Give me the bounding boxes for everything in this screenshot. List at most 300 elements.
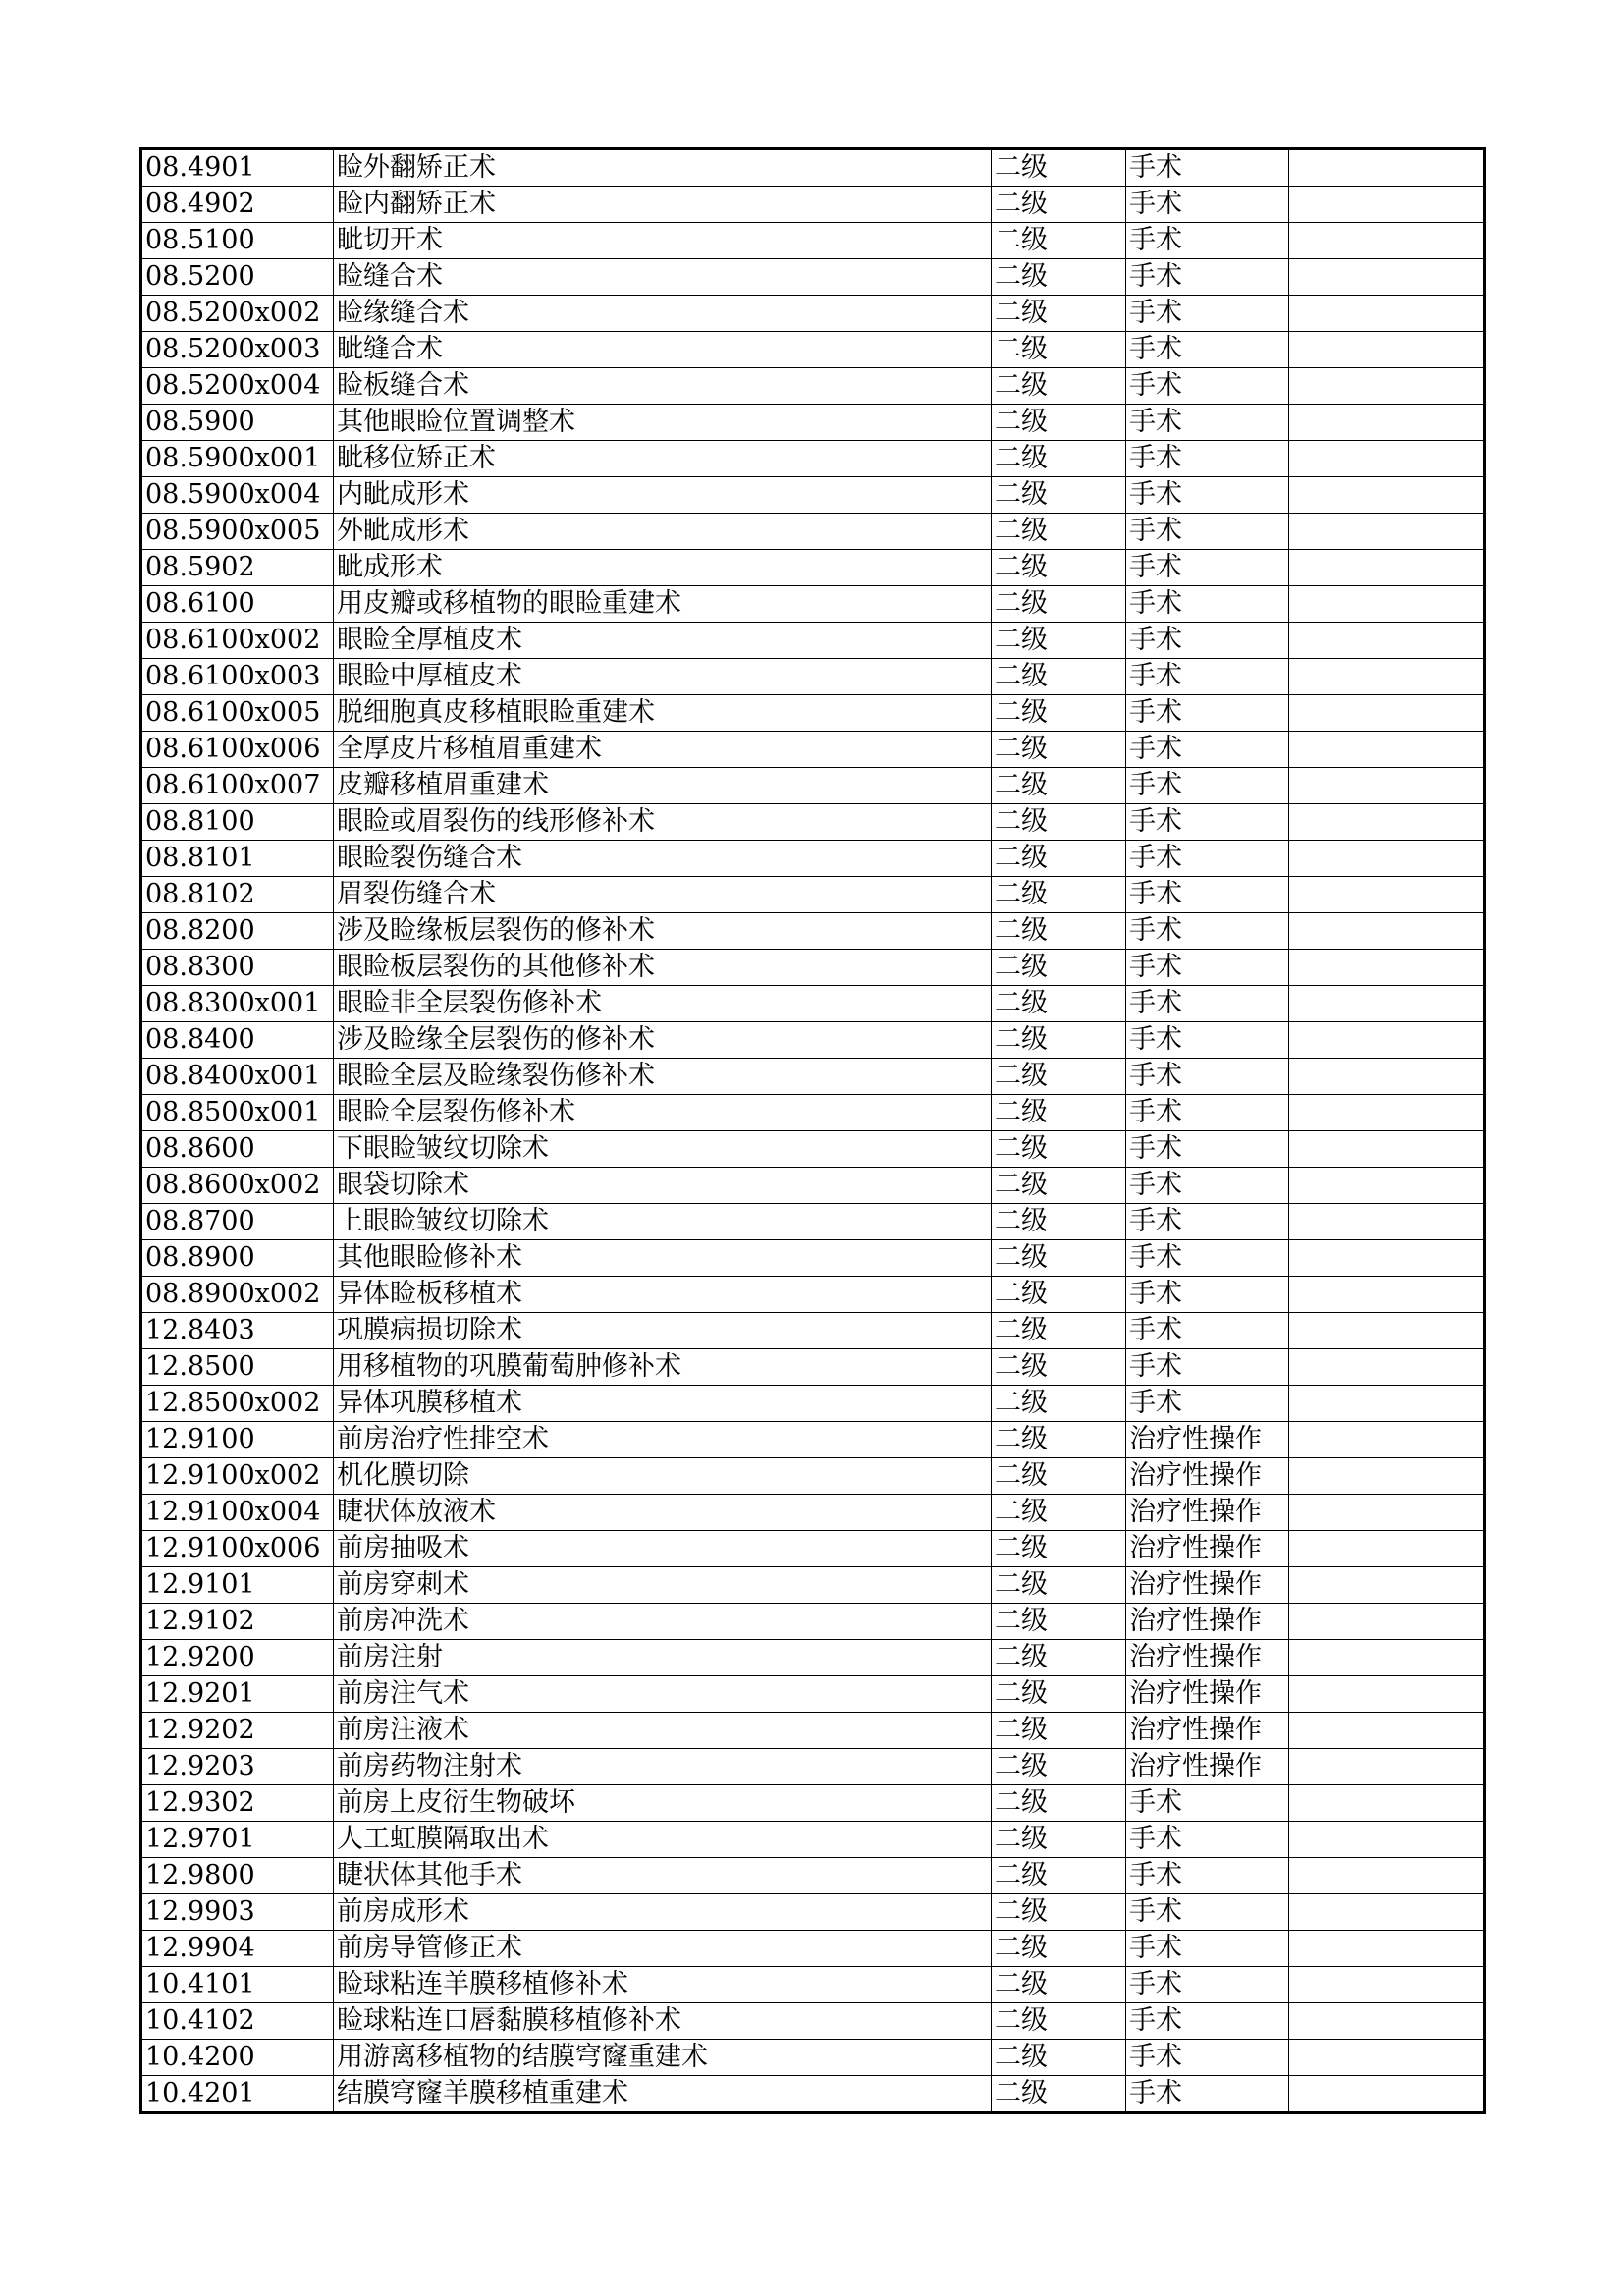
remark-cell: [1289, 1349, 1485, 1386]
table-row: [141, 187, 1485, 223]
category-cell: 手术: [1126, 2076, 1289, 2113]
category-cell: 手术: [1126, 259, 1289, 296]
table-row: [141, 1386, 1485, 1422]
grade-cell: 二级: [992, 768, 1126, 804]
procedure-name-cell: 涉及睑缘板层裂伤的修补术: [334, 913, 992, 950]
table-row: [141, 405, 1485, 441]
table-row: [141, 659, 1485, 695]
procedure-code-cell: 12.9903: [141, 1894, 334, 1931]
procedure-code-cell: 08.8300x001: [141, 986, 334, 1022]
category-cell: 手术: [1126, 1822, 1289, 1858]
remark-cell: [1289, 1240, 1485, 1277]
table-row: [141, 149, 1485, 187]
remark-cell: [1289, 1749, 1485, 1785]
procedure-name-cell: 机化膜切除: [334, 1458, 992, 1495]
grade-cell: 二级: [992, 586, 1126, 623]
procedure-code-cell: 12.9100: [141, 1422, 334, 1458]
procedure-name-cell: 皮瓣移植眉重建术: [334, 768, 992, 804]
remark-cell: [1289, 1531, 1485, 1567]
grade-cell: 二级: [992, 1204, 1126, 1240]
remark-cell: [1289, 623, 1485, 659]
table-row: [141, 732, 1485, 768]
grade-cell: 二级: [992, 514, 1126, 550]
procedure-name-cell: 眼睑非全层裂伤修补术: [334, 986, 992, 1022]
grade-cell: 二级: [992, 986, 1126, 1022]
procedure-name-cell: 睑缝合术: [334, 259, 992, 296]
procedure-name-cell: 眦缝合术: [334, 332, 992, 368]
remark-cell: [1289, 1059, 1485, 1095]
remark-cell: [1289, 804, 1485, 841]
remark-cell: [1289, 695, 1485, 732]
table-row: [141, 1567, 1485, 1604]
category-cell: 手术: [1126, 586, 1289, 623]
procedure-code-cell: 08.6100x006: [141, 732, 334, 768]
procedure-name-cell: 睑球粘连口唇黏膜移植修补术: [334, 2003, 992, 2040]
category-cell: 手术: [1126, 841, 1289, 877]
table-row: [141, 1095, 1485, 1131]
grade-cell: 二级: [992, 1894, 1126, 1931]
remark-cell: [1289, 1894, 1485, 1931]
table-row: [141, 550, 1485, 586]
grade-cell: 二级: [992, 405, 1126, 441]
remark-cell: [1289, 1640, 1485, 1676]
table-row: [141, 1749, 1485, 1785]
grade-cell: 二级: [992, 1785, 1126, 1822]
table-row: [141, 1458, 1485, 1495]
procedure-code-cell: 12.9302: [141, 1785, 334, 1822]
category-cell: 手术: [1126, 1785, 1289, 1822]
table-row: [141, 223, 1485, 259]
remark-cell: [1289, 187, 1485, 223]
category-cell: 手术: [1126, 1858, 1289, 1894]
category-cell: 手术: [1126, 405, 1289, 441]
grade-cell: 二级: [992, 1277, 1126, 1313]
grade-cell: 二级: [992, 1640, 1126, 1676]
procedure-name-cell: 脱细胞真皮移植眼睑重建术: [334, 695, 992, 732]
remark-cell: [1289, 2003, 1485, 2040]
category-cell: 手术: [1126, 477, 1289, 514]
remark-cell: [1289, 1168, 1485, 1204]
category-cell: 手术: [1126, 623, 1289, 659]
procedure-name-cell: 眼睑全层及睑缘裂伤修补术: [334, 1059, 992, 1095]
table-row: [141, 913, 1485, 950]
remark-cell: [1289, 441, 1485, 477]
procedure-code-cell: 08.8102: [141, 877, 334, 913]
category-cell: 手术: [1126, 1240, 1289, 1277]
procedure-code-cell: 12.9701: [141, 1822, 334, 1858]
procedure-name-cell: 前房注射: [334, 1640, 992, 1676]
grade-cell: 二级: [992, 1822, 1126, 1858]
grade-cell: 二级: [992, 368, 1126, 405]
remark-cell: [1289, 877, 1485, 913]
table-row: [141, 1349, 1485, 1386]
remark-cell: [1289, 1676, 1485, 1713]
table-row: [141, 1676, 1485, 1713]
table-row: [141, 586, 1485, 623]
grade-cell: 二级: [992, 441, 1126, 477]
grade-cell: 二级: [992, 913, 1126, 950]
procedure-name-cell: 其他眼睑位置调整术: [334, 405, 992, 441]
grade-cell: 二级: [992, 732, 1126, 768]
remark-cell: [1289, 1204, 1485, 1240]
category-cell: 手术: [1126, 2003, 1289, 2040]
procedure-code-cell: 08.5900: [141, 405, 334, 441]
procedure-name-cell: 睑板缝合术: [334, 368, 992, 405]
table-row: [141, 1022, 1485, 1059]
remark-cell: [1289, 1967, 1485, 2003]
procedure-code-cell: 12.9100x004: [141, 1495, 334, 1531]
table-row: [141, 2040, 1485, 2076]
procedure-name-cell: 眼睑全厚植皮术: [334, 623, 992, 659]
procedure-code-cell: 12.9100x002: [141, 1458, 334, 1495]
table-row: [141, 259, 1485, 296]
table-row: [141, 1240, 1485, 1277]
grade-cell: 二级: [992, 1713, 1126, 1749]
category-cell: 治疗性操作: [1126, 1458, 1289, 1495]
remark-cell: [1289, 1785, 1485, 1822]
grade-cell: 二级: [992, 1676, 1126, 1713]
grade-cell: 二级: [992, 1531, 1126, 1567]
category-cell: 手术: [1126, 1349, 1289, 1386]
grade-cell: 二级: [992, 477, 1126, 514]
remark-cell: [1289, 550, 1485, 586]
procedure-name-cell: 前房上皮衍生物破坏: [334, 1785, 992, 1822]
grade-cell: 二级: [992, 2076, 1126, 2113]
category-cell: 手术: [1126, 187, 1289, 223]
table-row: [141, 1277, 1485, 1313]
procedure-code-cell: 08.5200x003: [141, 332, 334, 368]
table-row: [141, 1604, 1485, 1640]
procedure-name-cell: 睑球粘连羊膜移植修补术: [334, 1967, 992, 2003]
procedure-code-cell: 08.4902: [141, 187, 334, 223]
procedure-code-cell: 08.5900x005: [141, 514, 334, 550]
procedure-name-cell: 内眦成形术: [334, 477, 992, 514]
remark-cell: [1289, 659, 1485, 695]
procedure-code-cell: 08.6100: [141, 586, 334, 623]
table-row: [141, 1967, 1485, 2003]
category-cell: 手术: [1126, 913, 1289, 950]
grade-cell: 二级: [992, 1131, 1126, 1168]
procedure-name-cell: 睑外翻矫正术: [334, 149, 992, 187]
remark-cell: [1289, 368, 1485, 405]
grade-cell: 二级: [992, 1059, 1126, 1095]
category-cell: 手术: [1126, 368, 1289, 405]
table-row: [141, 332, 1485, 368]
remark-cell: [1289, 841, 1485, 877]
procedure-name-cell: 睫状体放液术: [334, 1495, 992, 1531]
procedure-code-cell: 08.8900x002: [141, 1277, 334, 1313]
procedure-code-cell: 08.8600x002: [141, 1168, 334, 1204]
grade-cell: 二级: [992, 841, 1126, 877]
remark-cell: [1289, 259, 1485, 296]
procedure-name-cell: 前房导管修正术: [334, 1931, 992, 1967]
procedure-name-cell: 眼睑板层裂伤的其他修补术: [334, 950, 992, 986]
table-row: [141, 986, 1485, 1022]
category-cell: 手术: [1126, 1131, 1289, 1168]
procedure-name-cell: 用游离移植物的结膜穹窿重建术: [334, 2040, 992, 2076]
category-cell: 治疗性操作: [1126, 1749, 1289, 1785]
category-cell: 手术: [1126, 1386, 1289, 1422]
procedure-code-cell: 10.4102: [141, 2003, 334, 2040]
grade-cell: 二级: [992, 1458, 1126, 1495]
category-cell: 治疗性操作: [1126, 1604, 1289, 1640]
remark-cell: [1289, 1567, 1485, 1604]
grade-cell: 二级: [992, 1386, 1126, 1422]
grade-cell: 二级: [992, 1931, 1126, 1967]
table-row: [141, 1785, 1485, 1822]
procedure-name-cell: 眦移位矫正术: [334, 441, 992, 477]
procedure-code-cell: 08.6100x002: [141, 623, 334, 659]
remark-cell: [1289, 1713, 1485, 1749]
procedure-code-cell: 12.9201: [141, 1676, 334, 1713]
category-cell: 手术: [1126, 659, 1289, 695]
grade-cell: 二级: [992, 659, 1126, 695]
procedure-code-cell: 12.9200: [141, 1640, 334, 1676]
procedure-code-cell: 08.8200: [141, 913, 334, 950]
grade-cell: 二级: [992, 259, 1126, 296]
procedure-name-cell: 前房治疗性排空术: [334, 1422, 992, 1458]
table-row: [141, 1422, 1485, 1458]
procedure-name-cell: 前房药物注射术: [334, 1749, 992, 1785]
category-cell: 手术: [1126, 1059, 1289, 1095]
category-cell: 手术: [1126, 1204, 1289, 1240]
procedure-name-cell: 眼睑或眉裂伤的线形修补术: [334, 804, 992, 841]
grade-cell: 二级: [992, 695, 1126, 732]
category-cell: 手术: [1126, 550, 1289, 586]
procedure-code-cell: 08.8300: [141, 950, 334, 986]
table-row: [141, 1204, 1485, 1240]
procedure-table: [139, 147, 1486, 2114]
procedure-name-cell: 眦切开术: [334, 223, 992, 259]
procedure-name-cell: 前房注液术: [334, 1713, 992, 1749]
remark-cell: [1289, 913, 1485, 950]
procedure-name-cell: 眼袋切除术: [334, 1168, 992, 1204]
procedure-name-cell: 眼睑裂伤缝合术: [334, 841, 992, 877]
remark-cell: [1289, 1022, 1485, 1059]
procedure-code-cell: 08.8700: [141, 1204, 334, 1240]
table-row: [141, 1931, 1485, 1967]
procedure-name-cell: 睑缘缝合术: [334, 296, 992, 332]
grade-cell: 二级: [992, 296, 1126, 332]
table-row: [141, 514, 1485, 550]
procedure-name-cell: 结膜穹窿羊膜移植重建术: [334, 2076, 992, 2113]
category-cell: 手术: [1126, 1168, 1289, 1204]
grade-cell: 二级: [992, 1495, 1126, 1531]
table-row: [141, 1495, 1485, 1531]
remark-cell: [1289, 986, 1485, 1022]
grade-cell: 二级: [992, 1422, 1126, 1458]
procedure-code-cell: 12.9202: [141, 1713, 334, 1749]
category-cell: 手术: [1126, 514, 1289, 550]
procedure-code-cell: 08.6100x007: [141, 768, 334, 804]
table-row: [141, 1640, 1485, 1676]
category-cell: 手术: [1126, 986, 1289, 1022]
procedure-code-cell: 08.5100: [141, 223, 334, 259]
remark-cell: [1289, 732, 1485, 768]
grade-cell: 二级: [992, 2003, 1126, 2040]
procedure-code-cell: 12.9800: [141, 1858, 334, 1894]
category-cell: 治疗性操作: [1126, 1422, 1289, 1458]
remark-cell: [1289, 223, 1485, 259]
procedure-code-cell: 08.8101: [141, 841, 334, 877]
grade-cell: 二级: [992, 550, 1126, 586]
table-row: [141, 1822, 1485, 1858]
table-row: [141, 1168, 1485, 1204]
category-cell: 治疗性操作: [1126, 1531, 1289, 1567]
procedure-name-cell: 前房注气术: [334, 1676, 992, 1713]
procedure-name-cell: 全厚皮片移植眉重建术: [334, 732, 992, 768]
table-row: [141, 804, 1485, 841]
table-row: [141, 368, 1485, 405]
table-row: [141, 841, 1485, 877]
procedure-code-cell: 08.5900x004: [141, 477, 334, 514]
procedure-name-cell: 下眼睑皱纹切除术: [334, 1131, 992, 1168]
category-cell: 手术: [1126, 877, 1289, 913]
grade-cell: 二级: [992, 2040, 1126, 2076]
remark-cell: [1289, 296, 1485, 332]
table-row: [141, 1059, 1485, 1095]
procedure-code-cell: 08.8400: [141, 1022, 334, 1059]
category-cell: 手术: [1126, 695, 1289, 732]
procedure-name-cell: 睫状体其他手术: [334, 1858, 992, 1894]
category-cell: 手术: [1126, 1095, 1289, 1131]
category-cell: 手术: [1126, 732, 1289, 768]
table-row: [141, 2076, 1485, 2113]
category-cell: 手术: [1126, 1894, 1289, 1931]
procedure-name-cell: 异体巩膜移植术: [334, 1386, 992, 1422]
remark-cell: [1289, 405, 1485, 441]
procedure-name-cell: 人工虹膜隔取出术: [334, 1822, 992, 1858]
remark-cell: [1289, 1458, 1485, 1495]
remark-cell: [1289, 149, 1485, 187]
grade-cell: 二级: [992, 187, 1126, 223]
procedure-code-cell: 08.8600: [141, 1131, 334, 1168]
remark-cell: [1289, 1931, 1485, 1967]
category-cell: 手术: [1126, 950, 1289, 986]
remark-cell: [1289, 768, 1485, 804]
procedure-code-cell: 10.4200: [141, 2040, 334, 2076]
procedure-code-cell: 08.4901: [141, 149, 334, 187]
procedure-name-cell: 上眼睑皱纹切除术: [334, 1204, 992, 1240]
remark-cell: [1289, 1495, 1485, 1531]
grade-cell: 二级: [992, 1749, 1126, 1785]
procedure-code-cell: 08.8900: [141, 1240, 334, 1277]
procedure-code-cell: 08.5200: [141, 259, 334, 296]
table-row: [141, 477, 1485, 514]
remark-cell: [1289, 950, 1485, 986]
grade-cell: 二级: [992, 623, 1126, 659]
remark-cell: [1289, 514, 1485, 550]
procedure-name-cell: 眦成形术: [334, 550, 992, 586]
grade-cell: 二级: [992, 332, 1126, 368]
grade-cell: 二级: [992, 149, 1126, 187]
grade-cell: 二级: [992, 950, 1126, 986]
remark-cell: [1289, 477, 1485, 514]
grade-cell: 二级: [992, 1567, 1126, 1604]
procedure-code-cell: 12.9102: [141, 1604, 334, 1640]
category-cell: 手术: [1126, 1931, 1289, 1967]
remark-cell: [1289, 1095, 1485, 1131]
grade-cell: 二级: [992, 1240, 1126, 1277]
procedure-name-cell: 睑内翻矫正术: [334, 187, 992, 223]
category-cell: 手术: [1126, 296, 1289, 332]
table-row: [141, 1713, 1485, 1749]
procedure-code-cell: 08.5902: [141, 550, 334, 586]
remark-cell: [1289, 586, 1485, 623]
procedure-name-cell: 前房成形术: [334, 1894, 992, 1931]
category-cell: 手术: [1126, 149, 1289, 187]
procedure-code-cell: 12.8500: [141, 1349, 334, 1386]
remark-cell: [1289, 2076, 1485, 2113]
procedure-code-cell: 08.8500x001: [141, 1095, 334, 1131]
table-row: [141, 950, 1485, 986]
grade-cell: 二级: [992, 877, 1126, 913]
table-row: [141, 768, 1485, 804]
table-row: [141, 1858, 1485, 1894]
category-cell: 手术: [1126, 1967, 1289, 2003]
remark-cell: [1289, 1822, 1485, 1858]
remark-cell: [1289, 1386, 1485, 1422]
procedure-table-body: [141, 149, 1485, 2113]
table-row: [141, 695, 1485, 732]
procedure-code-cell: 12.9101: [141, 1567, 334, 1604]
table-row: [141, 877, 1485, 913]
table-row: [141, 296, 1485, 332]
procedure-name-cell: 用皮瓣或移植物的眼睑重建术: [334, 586, 992, 623]
procedure-code-cell: 12.9100x006: [141, 1531, 334, 1567]
procedure-code-cell: 08.8100: [141, 804, 334, 841]
table-row: [141, 1313, 1485, 1349]
remark-cell: [1289, 1422, 1485, 1458]
category-cell: 手术: [1126, 332, 1289, 368]
category-cell: 手术: [1126, 1277, 1289, 1313]
procedure-name-cell: 眼睑全层裂伤修补术: [334, 1095, 992, 1131]
remark-cell: [1289, 1313, 1485, 1349]
procedure-code-cell: 08.5200x002: [141, 296, 334, 332]
table-row: [141, 2003, 1485, 2040]
procedure-name-cell: 异体睑板移植术: [334, 1277, 992, 1313]
procedure-name-cell: 用移植物的巩膜葡萄肿修补术: [334, 1349, 992, 1386]
remark-cell: [1289, 1858, 1485, 1894]
table-row: [141, 441, 1485, 477]
grade-cell: 二级: [992, 1168, 1126, 1204]
procedure-code-cell: 08.5900x001: [141, 441, 334, 477]
procedure-name-cell: 其他眼睑修补术: [334, 1240, 992, 1277]
category-cell: 手术: [1126, 1022, 1289, 1059]
category-cell: 手术: [1126, 1313, 1289, 1349]
remark-cell: [1289, 1277, 1485, 1313]
grade-cell: 二级: [992, 1349, 1126, 1386]
grade-cell: 二级: [992, 1313, 1126, 1349]
table-row: [141, 1894, 1485, 1931]
category-cell: 治疗性操作: [1126, 1713, 1289, 1749]
procedure-code-cell: 08.6100x003: [141, 659, 334, 695]
category-cell: 手术: [1126, 768, 1289, 804]
procedure-code-cell: 08.8400x001: [141, 1059, 334, 1095]
remark-cell: [1289, 332, 1485, 368]
procedure-code-cell: 12.9904: [141, 1931, 334, 1967]
procedure-code-cell: 12.9203: [141, 1749, 334, 1785]
grade-cell: 二级: [992, 1967, 1126, 2003]
procedure-code-cell: 10.4201: [141, 2076, 334, 2113]
grade-cell: 二级: [992, 804, 1126, 841]
procedure-code-cell: 08.5200x004: [141, 368, 334, 405]
category-cell: 手术: [1126, 2040, 1289, 2076]
table-row: [141, 1531, 1485, 1567]
table-row: [141, 1131, 1485, 1168]
procedure-name-cell: 前房抽吸术: [334, 1531, 992, 1567]
remark-cell: [1289, 2040, 1485, 2076]
